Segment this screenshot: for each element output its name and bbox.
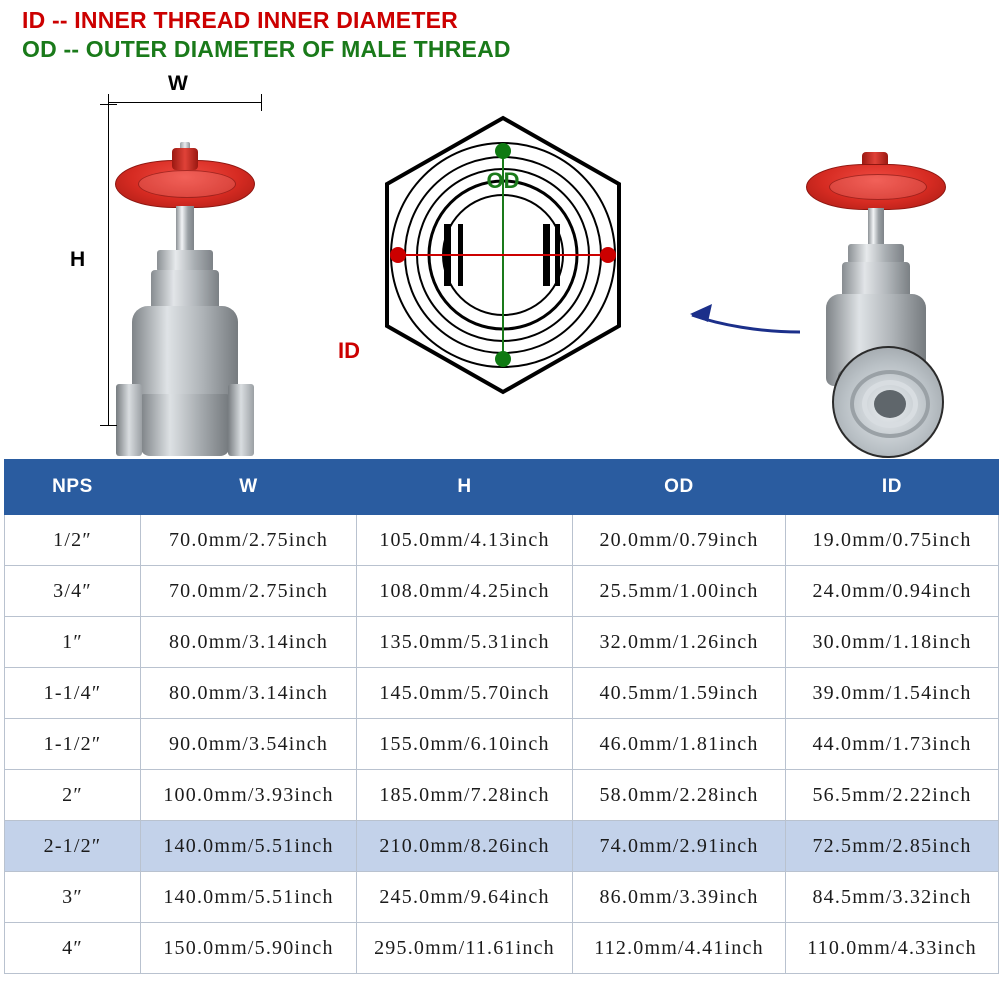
table-body (5, 515, 999, 974)
width-label: W (168, 72, 188, 95)
cell-w: 140.0mm/5.51inch (141, 821, 357, 872)
cell-nps: 1-1/4″ (5, 668, 141, 719)
table-row (5, 821, 999, 872)
cell-od: 25.5mm/1.00inch (573, 566, 786, 617)
height-label: H (70, 248, 86, 271)
table-row (5, 923, 999, 974)
cell-w: 80.0mm/3.14inch (141, 668, 357, 719)
cell-nps: 4″ (5, 923, 141, 974)
cell-id: 30.0mm/1.18inch (786, 617, 999, 668)
col-header-h: H (357, 460, 573, 515)
cell-nps: 2″ (5, 770, 141, 821)
cell-w: 70.0mm/2.75inch (141, 515, 357, 566)
cell-nps: 1/2″ (5, 515, 141, 566)
cell-nps: 2-1/2″ (5, 821, 141, 872)
col-header-w: W (141, 460, 357, 515)
col-header-nps: NPS (5, 460, 141, 515)
cell-od: 40.5mm/1.59inch (573, 668, 786, 719)
cell-id: 19.0mm/0.75inch (786, 515, 999, 566)
cell-nps: 1″ (5, 617, 141, 668)
cell-nps: 3″ (5, 872, 141, 923)
cell-od: 112.0mm/4.41inch (573, 923, 786, 974)
table-header-row (5, 460, 999, 515)
cell-h: 145.0mm/5.70inch (357, 668, 573, 719)
cell-nps: 1-1/2″ (5, 719, 141, 770)
cell-w: 80.0mm/3.14inch (141, 617, 357, 668)
cell-od: 74.0mm/2.91inch (573, 821, 786, 872)
id-label: ID (338, 338, 360, 363)
callout-arrow (0, 70, 1000, 455)
cell-h: 155.0mm/6.10inch (357, 719, 573, 770)
cell-w: 150.0mm/5.90inch (141, 923, 357, 974)
table-row (5, 668, 999, 719)
cell-h: 210.0mm/8.26inch (357, 821, 573, 872)
table-row (5, 770, 999, 821)
table-row (5, 872, 999, 923)
cell-id: 72.5mm/2.85inch (786, 821, 999, 872)
col-header-id: ID (786, 460, 999, 515)
cell-nps: 3/4″ (5, 566, 141, 617)
cell-w: 70.0mm/2.75inch (141, 566, 357, 617)
cell-h: 135.0mm/5.31inch (357, 617, 573, 668)
col-header-od: OD (573, 460, 786, 515)
cell-od: 86.0mm/3.39inch (573, 872, 786, 923)
table-row (5, 719, 999, 770)
figure-area (0, 70, 1000, 455)
legend-id-line: ID -- INNER THREAD INNER DIAMETER (22, 7, 458, 33)
cell-h: 105.0mm/4.13inch (357, 515, 573, 566)
cell-h: 245.0mm/9.64inch (357, 872, 573, 923)
cell-od: 20.0mm/0.79inch (573, 515, 786, 566)
table-row (5, 515, 999, 566)
legend-od-line: OD -- OUTER DIAMETER OF MALE THREAD (22, 35, 511, 62)
cell-id: 44.0mm/1.73inch (786, 719, 999, 770)
cell-h: 108.0mm/4.25inch (357, 566, 573, 617)
cell-w: 100.0mm/3.93inch (141, 770, 357, 821)
spec-table-wrapper (4, 459, 998, 974)
cell-id: 110.0mm/4.33inch (786, 923, 999, 974)
cell-id: 84.5mm/3.32inch (786, 872, 999, 923)
cell-od: 46.0mm/1.81inch (573, 719, 786, 770)
table-row (5, 617, 999, 668)
table-row (5, 566, 999, 617)
cell-id: 24.0mm/0.94inch (786, 566, 999, 617)
cell-h: 295.0mm/11.61inch (357, 923, 573, 974)
spec-table (4, 459, 999, 974)
od-label: OD (486, 168, 520, 193)
cell-id: 39.0mm/1.54inch (786, 668, 999, 719)
cell-h: 185.0mm/7.28inch (357, 770, 573, 821)
legend (22, 6, 511, 64)
cell-od: 58.0mm/2.28inch (573, 770, 786, 821)
cell-w: 140.0mm/5.51inch (141, 872, 357, 923)
cell-id: 56.5mm/2.22inch (786, 770, 999, 821)
cell-w: 90.0mm/3.54inch (141, 719, 357, 770)
cell-od: 32.0mm/1.26inch (573, 617, 786, 668)
